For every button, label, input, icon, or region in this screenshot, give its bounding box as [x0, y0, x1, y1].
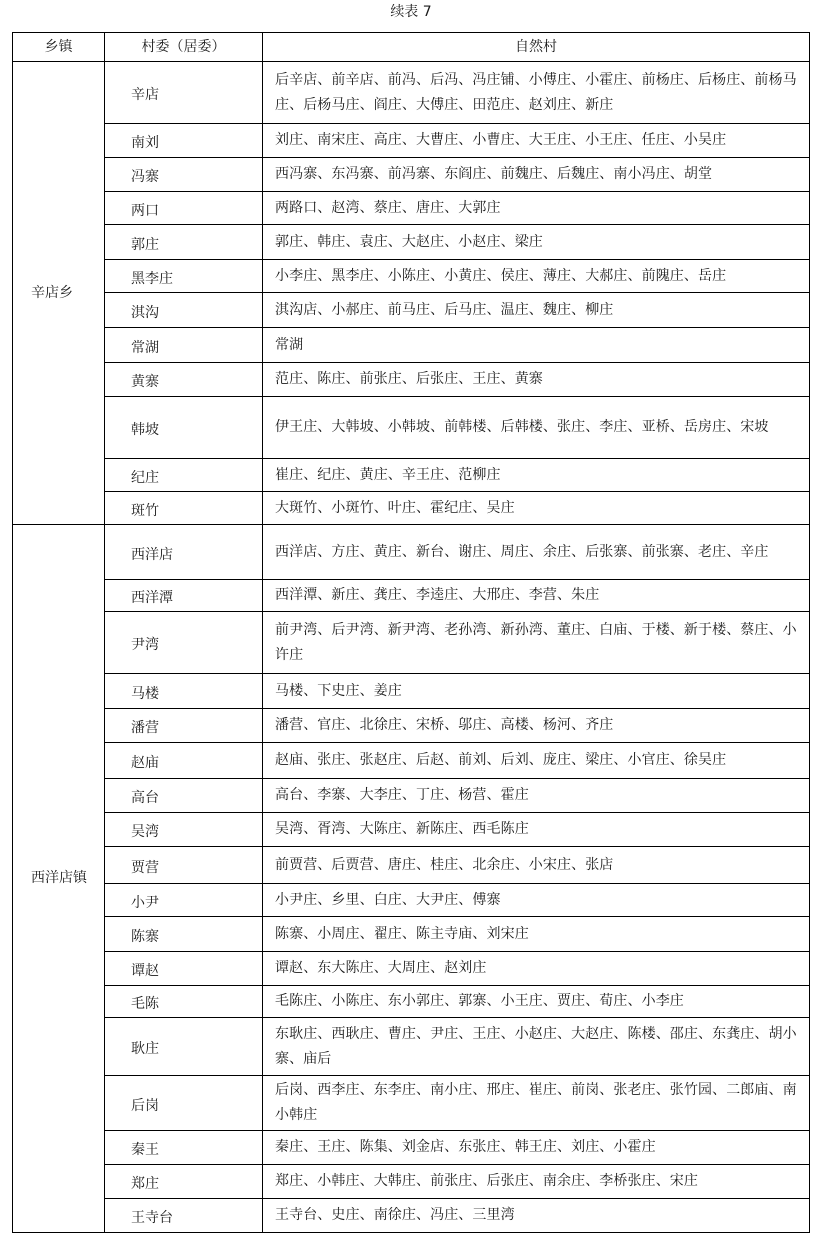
natural-villages-cell: 西冯寨、东冯寨、前冯寨、东阎庄、前魏庄、后魏庄、南小冯庄、胡堂 — [263, 158, 810, 192]
table-row — [13, 62, 810, 124]
table-row — [13, 192, 810, 225]
natural-villages-cell: 西洋店、方庄、黄庄、新台、谢庄、周庄、余庄、后张寨、前张寨、老庄、辛庄 — [263, 525, 810, 580]
village-committee-cell: 韩坡 — [105, 397, 263, 459]
village-committee-cell: 郑庄 — [105, 1165, 263, 1199]
village-committee-cell: 西洋潭 — [105, 580, 263, 612]
village-committee-cell: 黑李庄 — [105, 260, 263, 293]
table-row — [13, 492, 810, 525]
natural-villages-cell: 马楼、下史庄、姜庄 — [263, 674, 810, 709]
natural-villages-cell: 西洋潭、新庄、龚庄、李逵庄、大邢庄、李营、朱庄 — [263, 580, 810, 612]
village-committee-cell: 斑竹 — [105, 492, 263, 525]
village-committee-cell: 耿庄 — [105, 1018, 263, 1076]
village-committee-cell: 常湖 — [105, 328, 263, 363]
village-committee-cell: 郭庄 — [105, 225, 263, 260]
table-row — [13, 225, 810, 260]
table-row — [13, 1076, 810, 1131]
natural-villages-cell: 郭庄、韩庄、袁庄、大赵庄、小赵庄、梁庄 — [263, 225, 810, 260]
natural-villages-cell: 陈寨、小周庄、翟庄、陈主寺庙、刘宋庄 — [263, 917, 810, 952]
natural-villages-cell: 前贾营、后贾营、唐庄、桂庄、北余庄、小宋庄、张店 — [263, 847, 810, 884]
natural-villages-cell: 两路口、赵湾、蔡庄、唐庄、大郭庄 — [263, 192, 810, 225]
village-committee-cell: 淇沟 — [105, 293, 263, 328]
table-row — [13, 743, 810, 779]
village-committee-cell: 冯寨 — [105, 158, 263, 192]
header-row — [13, 33, 810, 62]
natural-villages-cell: 王寺台、史庄、南徐庄、冯庄、三里湾 — [263, 1199, 810, 1233]
table-row — [13, 1199, 810, 1233]
town-cell: 西洋店镇 — [13, 525, 105, 1233]
village-committee-cell: 赵庙 — [105, 743, 263, 779]
village-committee-cell: 尹湾 — [105, 612, 263, 674]
natural-villages-cell: 伊王庄、大韩坡、小韩坡、前韩楼、后韩楼、张庄、李庄、亚桥、岳房庄、宋坡 — [263, 397, 810, 459]
natural-villages-cell: 常湖 — [263, 328, 810, 363]
natural-villages-cell: 范庄、陈庄、前张庄、后张庄、王庄、黄寨 — [263, 363, 810, 397]
table-row — [13, 1165, 810, 1199]
natural-villages-cell: 东耿庄、西耿庄、曹庄、尹庄、王庄、小赵庄、大赵庄、陈楼、邵庄、东龚庄、胡小寨、庙后 — [263, 1018, 810, 1076]
table-row — [13, 459, 810, 492]
header-town: 乡镇 — [13, 33, 105, 62]
town-cell: 辛店乡 — [13, 62, 105, 525]
village-committee-cell: 小尹 — [105, 884, 263, 917]
table-row — [13, 1131, 810, 1165]
table-row — [13, 779, 810, 813]
natural-villages-cell: 前尹湾、后尹湾、新尹湾、老孙湾、新孙湾、董庄、白庙、于楼、新于楼、蔡庄、小许庄 — [263, 612, 810, 674]
table-caption: 续表 7 — [390, 4, 432, 20]
table-row — [13, 917, 810, 952]
table-row — [13, 293, 810, 328]
table-row — [13, 674, 810, 709]
village-committee-cell: 马楼 — [105, 674, 263, 709]
village-committee-cell: 西洋店 — [105, 525, 263, 580]
table-row — [13, 612, 810, 674]
table-row — [13, 847, 810, 884]
header-natural-village: 自然村 — [263, 33, 810, 62]
village-committee-cell: 毛陈 — [105, 986, 263, 1018]
header-village-committee: 村委（居委） — [105, 33, 263, 62]
table-row — [13, 709, 810, 743]
natural-villages-cell: 小尹庄、乡里、白庄、大尹庄、傅寨 — [263, 884, 810, 917]
natural-villages-cell: 后辛店、前辛店、前冯、后冯、冯庄铺、小傅庄、小霍庄、前杨庄、后杨庄、前杨马庄、后杨马庄、阎庄、大傅庄、田范庄、赵刘庄、新庄 — [263, 62, 810, 124]
natural-villages-cell: 吴湾、胥湾、大陈庄、新陈庄、西毛陈庄 — [263, 813, 810, 847]
table-row — [13, 260, 810, 293]
natural-villages-cell: 高台、李寨、大李庄、丁庄、杨营、霍庄 — [263, 779, 810, 813]
village-committee-cell: 南刘 — [105, 124, 263, 158]
table-row — [13, 363, 810, 397]
table-row — [13, 813, 810, 847]
natural-villages-cell: 谭赵、东大陈庄、大周庄、赵刘庄 — [263, 952, 810, 986]
village-committee-cell: 陈寨 — [105, 917, 263, 952]
village-committee-cell: 两口 — [105, 192, 263, 225]
village-committee-cell: 王寺台 — [105, 1199, 263, 1233]
table-row — [13, 328, 810, 363]
village-committee-cell: 高台 — [105, 779, 263, 813]
table-row — [13, 397, 810, 459]
table-row — [13, 1018, 810, 1076]
natural-villages-cell: 毛陈庄、小陈庄、东小郭庄、郭寨、小王庄、贾庄、荀庄、小李庄 — [263, 986, 810, 1018]
table-row — [13, 124, 810, 158]
natural-villages-cell: 赵庙、张庄、张赵庄、后赵、前刘、后刘、庞庄、梁庄、小官庄、徐吴庄 — [263, 743, 810, 779]
natural-villages-cell: 崔庄、纪庄、黄庄、辛王庄、范柳庄 — [263, 459, 810, 492]
village-committee-cell: 潘营 — [105, 709, 263, 743]
village-committee-cell: 后岗 — [105, 1076, 263, 1131]
natural-villages-cell: 大斑竹、小斑竹、叶庄、霍纪庄、吴庄 — [263, 492, 810, 525]
village-committee-cell: 谭赵 — [105, 952, 263, 986]
table-row — [13, 884, 810, 917]
table-row — [13, 525, 810, 580]
table-row — [13, 158, 810, 192]
natural-villages-cell: 郑庄、小韩庄、大韩庄、前张庄、后张庄、南余庄、李桥张庄、宋庄 — [263, 1165, 810, 1199]
natural-villages-cell: 潘营、官庄、北徐庄、宋桥、邬庄、高楼、杨河、齐庄 — [263, 709, 810, 743]
table-row — [13, 952, 810, 986]
village-table — [12, 32, 810, 1233]
village-committee-cell: 秦王 — [105, 1131, 263, 1165]
village-committee-cell: 黄寨 — [105, 363, 263, 397]
table-row — [13, 986, 810, 1018]
natural-villages-cell: 后岗、西李庄、东李庄、南小庄、邢庄、崔庄、前岗、张老庄、张竹园、二郎庙、南小韩庄 — [263, 1076, 810, 1131]
village-committee-cell: 纪庄 — [105, 459, 263, 492]
natural-villages-cell: 淇沟店、小郝庄、前马庄、后马庄、温庄、魏庄、柳庄 — [263, 293, 810, 328]
village-committee-cell: 辛店 — [105, 62, 263, 124]
natural-villages-cell: 小李庄、黑李庄、小陈庄、小黄庄、侯庄、薄庄、大郝庄、前隗庄、岳庄 — [263, 260, 810, 293]
village-committee-cell: 贾营 — [105, 847, 263, 884]
natural-villages-cell: 刘庄、南宋庄、高庄、大曹庄、小曹庄、大王庄、小王庄、任庄、小吴庄 — [263, 124, 810, 158]
natural-villages-cell: 秦庄、王庄、陈集、刘金店、东张庄、韩王庄、刘庄、小霍庄 — [263, 1131, 810, 1165]
village-committee-cell: 吴湾 — [105, 813, 263, 847]
table-row — [13, 580, 810, 612]
